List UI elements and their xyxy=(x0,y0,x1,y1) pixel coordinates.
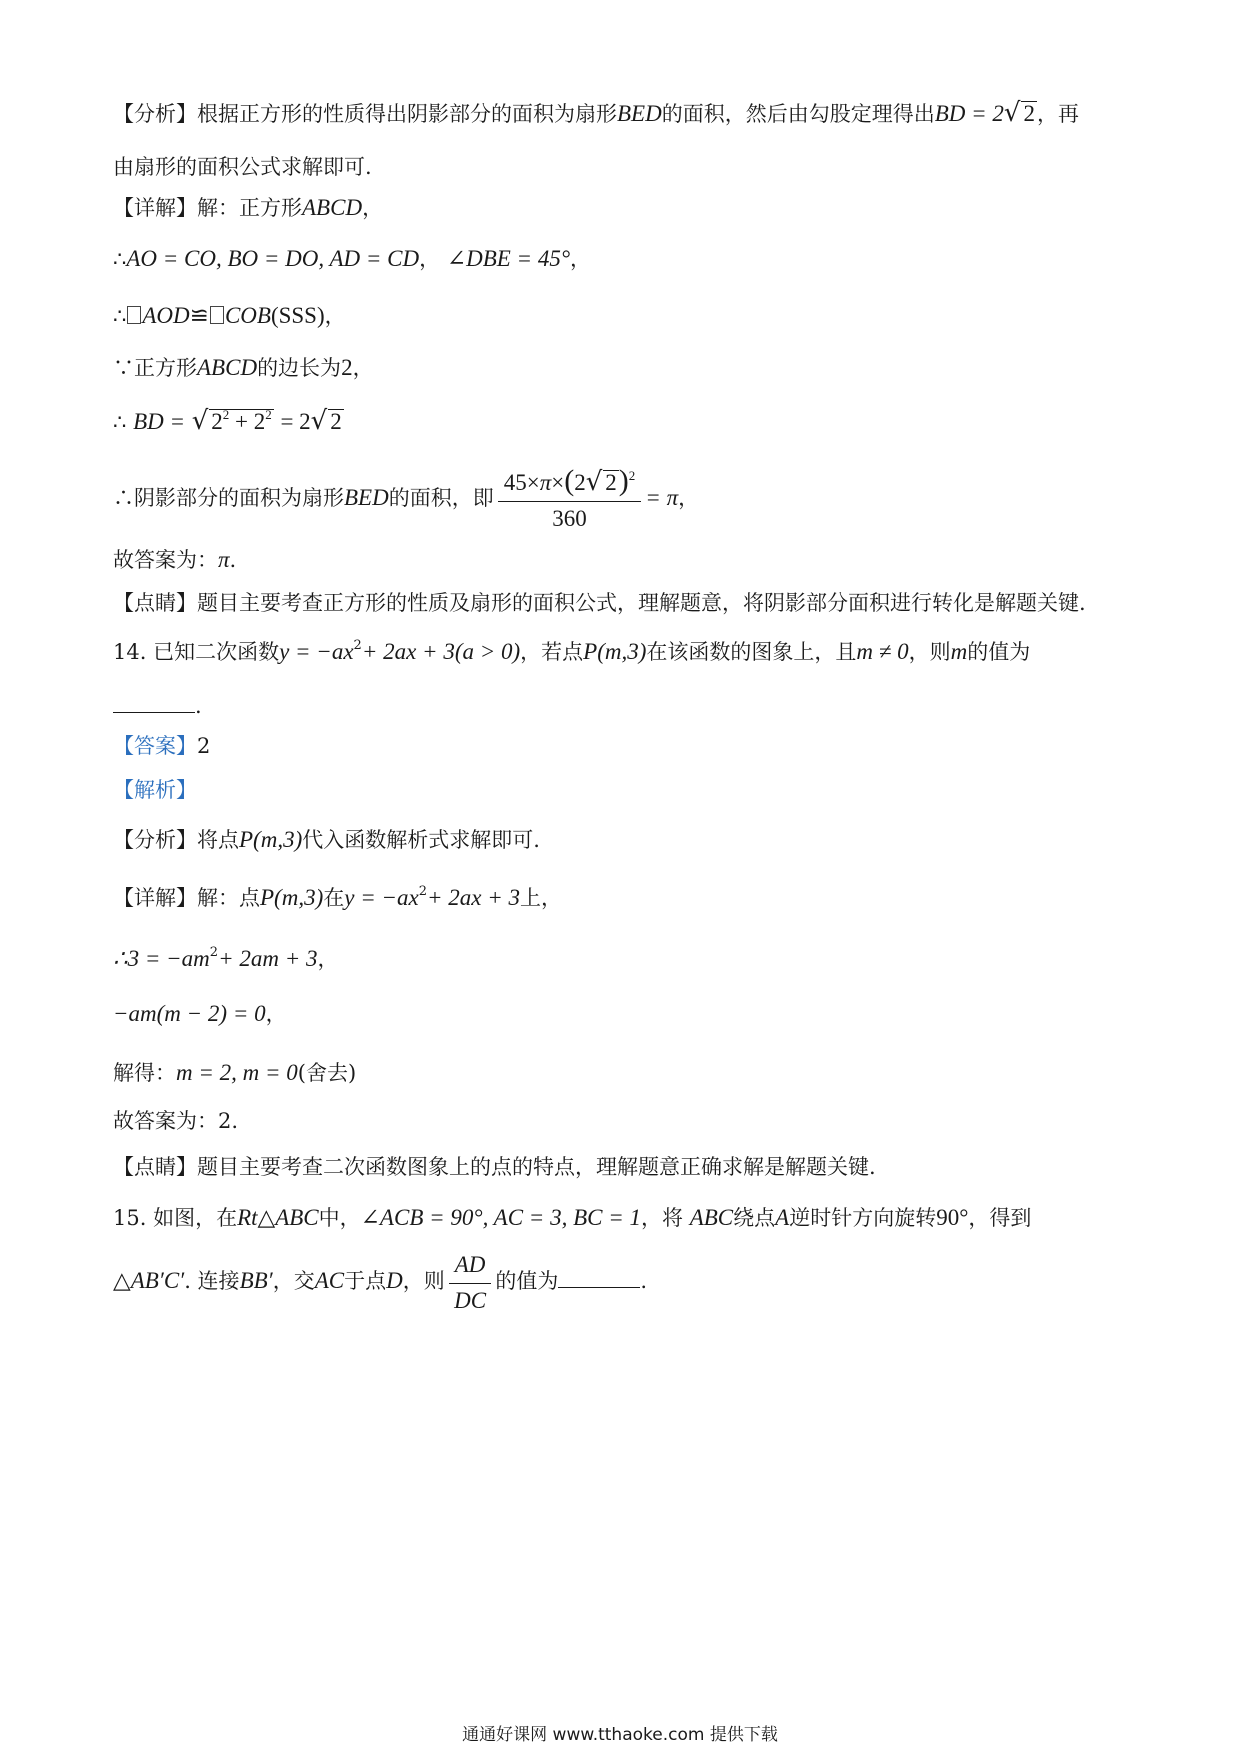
exponent: 2 xyxy=(353,638,362,653)
analysis-line-2: 由扇形的面积公式求解即可. xyxy=(113,155,372,179)
math: + 2ax + 3 xyxy=(426,885,520,910)
math: AO = CO, BO = DO, AD = CD xyxy=(126,246,420,271)
math: AOD xyxy=(142,303,190,328)
math: P(m,3) xyxy=(260,885,324,910)
exponent: 2 xyxy=(418,884,427,899)
question-14 xyxy=(113,637,1030,667)
comment-line: 【点睛】题目主要考查正方形的性质及扇形的面积公式，理解题意，将阴影部分面积进行转化是解题关键. xyxy=(113,591,1086,615)
text: 故答案为： xyxy=(113,548,218,572)
question-15-line-1 xyxy=(113,1203,1031,1233)
math: AC xyxy=(314,1268,345,1293)
exponent: 2 xyxy=(222,407,230,422)
answer-value: 2 xyxy=(197,734,211,758)
text: 14. 已知二次函数 xyxy=(113,640,280,664)
text: 代入函数解析式求解即可. xyxy=(302,828,540,852)
text: ∵正方形 xyxy=(113,356,197,380)
math: A xyxy=(775,1205,790,1230)
text: . xyxy=(229,548,237,572)
math: m xyxy=(950,639,968,664)
text: 于点 xyxy=(344,1269,387,1293)
text: 【详解】解：点 xyxy=(113,886,260,910)
sqrt-icon: √ xyxy=(1003,98,1021,128)
math: COB xyxy=(224,303,271,328)
detail-line-5 xyxy=(113,406,344,437)
detail-line-3 xyxy=(113,301,346,331)
math: × xyxy=(551,470,565,495)
text: ，若点 xyxy=(520,640,584,664)
math: 2 xyxy=(211,409,223,434)
q14-detail-3 xyxy=(113,999,287,1029)
math: + 2 xyxy=(235,409,266,434)
text: 绕点 xyxy=(733,1206,776,1230)
detail-line-2 xyxy=(113,244,591,274)
math: 2 xyxy=(574,470,586,495)
math: ∴3 = −am xyxy=(113,946,210,971)
ratio-fraction xyxy=(449,1250,492,1315)
text: ， xyxy=(678,486,700,510)
math: 90° xyxy=(936,1205,969,1230)
text: 在 xyxy=(323,886,345,910)
math: + 2ax + 3(a > 0) xyxy=(361,639,521,664)
text: ，交 xyxy=(272,1269,315,1293)
text: . 连接 xyxy=(184,1269,240,1293)
math: Rt△ABC xyxy=(237,1205,319,1230)
text: 逆时针方向旋转 xyxy=(789,1206,937,1230)
answer-line xyxy=(113,731,210,761)
math: 2 xyxy=(330,409,342,434)
text: ， xyxy=(362,196,384,220)
math: 2 xyxy=(341,355,353,380)
text: 【分析】根据正方形的性质得出阴影部分的面积为扇形 xyxy=(113,102,617,126)
question-14-blank xyxy=(113,690,202,721)
detail-line-1 xyxy=(113,193,383,223)
text: (舍去) xyxy=(297,1061,357,1085)
text: 中， xyxy=(318,1206,361,1230)
math: BD = 2 xyxy=(934,101,1004,126)
math: 45× xyxy=(503,470,540,495)
therefore-symbol: ∴ xyxy=(113,304,127,328)
math: ABC xyxy=(689,1205,734,1230)
q14-detail-1 xyxy=(113,883,562,913)
sqrt-icon: √ xyxy=(585,467,603,497)
math: △AB′C′ xyxy=(113,1268,185,1293)
text: 的值为 xyxy=(967,640,1031,664)
congruent-symbol: ≌ xyxy=(189,303,209,328)
triangle-glyph-icon xyxy=(210,306,224,324)
detail-line-7 xyxy=(113,545,236,575)
q14-detail-2 xyxy=(113,944,338,974)
text: 上， xyxy=(519,886,562,910)
answer-blank xyxy=(113,690,195,713)
math: D xyxy=(386,1268,403,1293)
text: 15. 如图，在 xyxy=(113,1206,238,1230)
math: m = 2, m = 0 xyxy=(176,1060,298,1085)
q14-analysis xyxy=(113,825,540,855)
math: ABCD xyxy=(302,195,363,220)
q14-answer: 故答案为：2. xyxy=(113,1109,239,1133)
math: ABCD xyxy=(197,355,258,380)
detail-line-6 xyxy=(113,466,699,533)
area-fraction xyxy=(498,466,642,533)
text: ， xyxy=(324,304,346,328)
therefore-symbol: ∴ xyxy=(113,410,127,434)
exponent: 2 xyxy=(628,468,636,483)
math: ∠DBE = 45° xyxy=(446,246,571,271)
text: ，得到 xyxy=(968,1206,1032,1230)
text: ， xyxy=(570,247,592,271)
fraction-denominator: 360 xyxy=(552,506,587,531)
text: ，则 xyxy=(908,640,951,664)
math: P(m,3) xyxy=(583,639,647,664)
math: P(m,3) xyxy=(239,827,303,852)
math: y = −ax xyxy=(279,639,354,664)
math: BED xyxy=(344,485,389,510)
fraction-denominator: DC xyxy=(454,1288,487,1313)
math: y = −ax xyxy=(344,885,419,910)
answer-blank xyxy=(558,1265,640,1288)
math: 2 xyxy=(605,470,617,495)
page-footer: 通通好课网 www.tthaoke.com 提供下载 xyxy=(462,1725,778,1745)
math: π xyxy=(218,547,230,572)
text: ， xyxy=(419,247,441,271)
q14-detail-4 xyxy=(113,1058,356,1088)
detail-line-4 xyxy=(113,353,374,383)
math: π xyxy=(539,470,552,495)
fraction-numerator: AD xyxy=(449,1250,492,1284)
text: ， xyxy=(352,356,374,380)
math: BB′ xyxy=(239,1268,273,1293)
math: −am(m − 2) = 0 xyxy=(113,1001,266,1026)
text: 【分析】将点 xyxy=(113,828,239,852)
analysis-line-1 xyxy=(113,98,1079,129)
text: ∴阴影部分的面积为扇形 xyxy=(113,486,344,510)
solution-label: 【解析】 xyxy=(113,778,197,802)
text: ， xyxy=(317,947,339,971)
therefore-symbol: ∴ xyxy=(113,247,127,271)
text: 的值为 xyxy=(495,1269,559,1293)
math: ∠ACB = 90°, AC = 3, BC = 1 xyxy=(360,1205,641,1230)
answer-label: 【答案】 xyxy=(113,734,197,758)
text: 的边长为 xyxy=(257,356,342,380)
sqrt-icon: √ xyxy=(191,406,209,436)
sqrt-icon: √ xyxy=(310,406,328,436)
text: 的面积，即 xyxy=(388,486,494,510)
text: 的面积，然后由勾股定理得出 xyxy=(661,102,935,126)
math: = π xyxy=(645,485,679,510)
math: = 2 xyxy=(280,409,311,434)
q14-comment: 【点睛】题目主要考查二次函数图象上的点的特点，理解题意正确求解是解题关键. xyxy=(113,1155,876,1179)
text: ，则 xyxy=(402,1269,445,1293)
math: 2 xyxy=(1023,101,1035,126)
math: BD = xyxy=(133,409,185,434)
triangle-glyph-icon xyxy=(127,306,141,324)
text: . xyxy=(640,1269,648,1293)
text: ，再 xyxy=(1036,102,1079,126)
text: . xyxy=(195,694,202,718)
math: BED xyxy=(617,101,662,126)
math: (SSS) xyxy=(270,303,325,328)
text: ，将 xyxy=(641,1206,683,1230)
question-15-line-2 xyxy=(113,1250,647,1315)
exponent: 2 xyxy=(209,945,219,960)
fraction-numerator: 45×π×(2√ 2)$^2$ xyxy=(498,466,642,502)
math: + 2am + 3 xyxy=(218,946,318,971)
text: 【详解】解：正方形 xyxy=(113,196,302,220)
math: m ≠ 0 xyxy=(856,639,909,664)
text: 解得： xyxy=(113,1061,176,1085)
radicand xyxy=(209,409,273,434)
text: ， xyxy=(265,1002,287,1026)
text: 在该函数的图象上，且 xyxy=(646,640,857,664)
exponent: 2 xyxy=(265,407,272,422)
